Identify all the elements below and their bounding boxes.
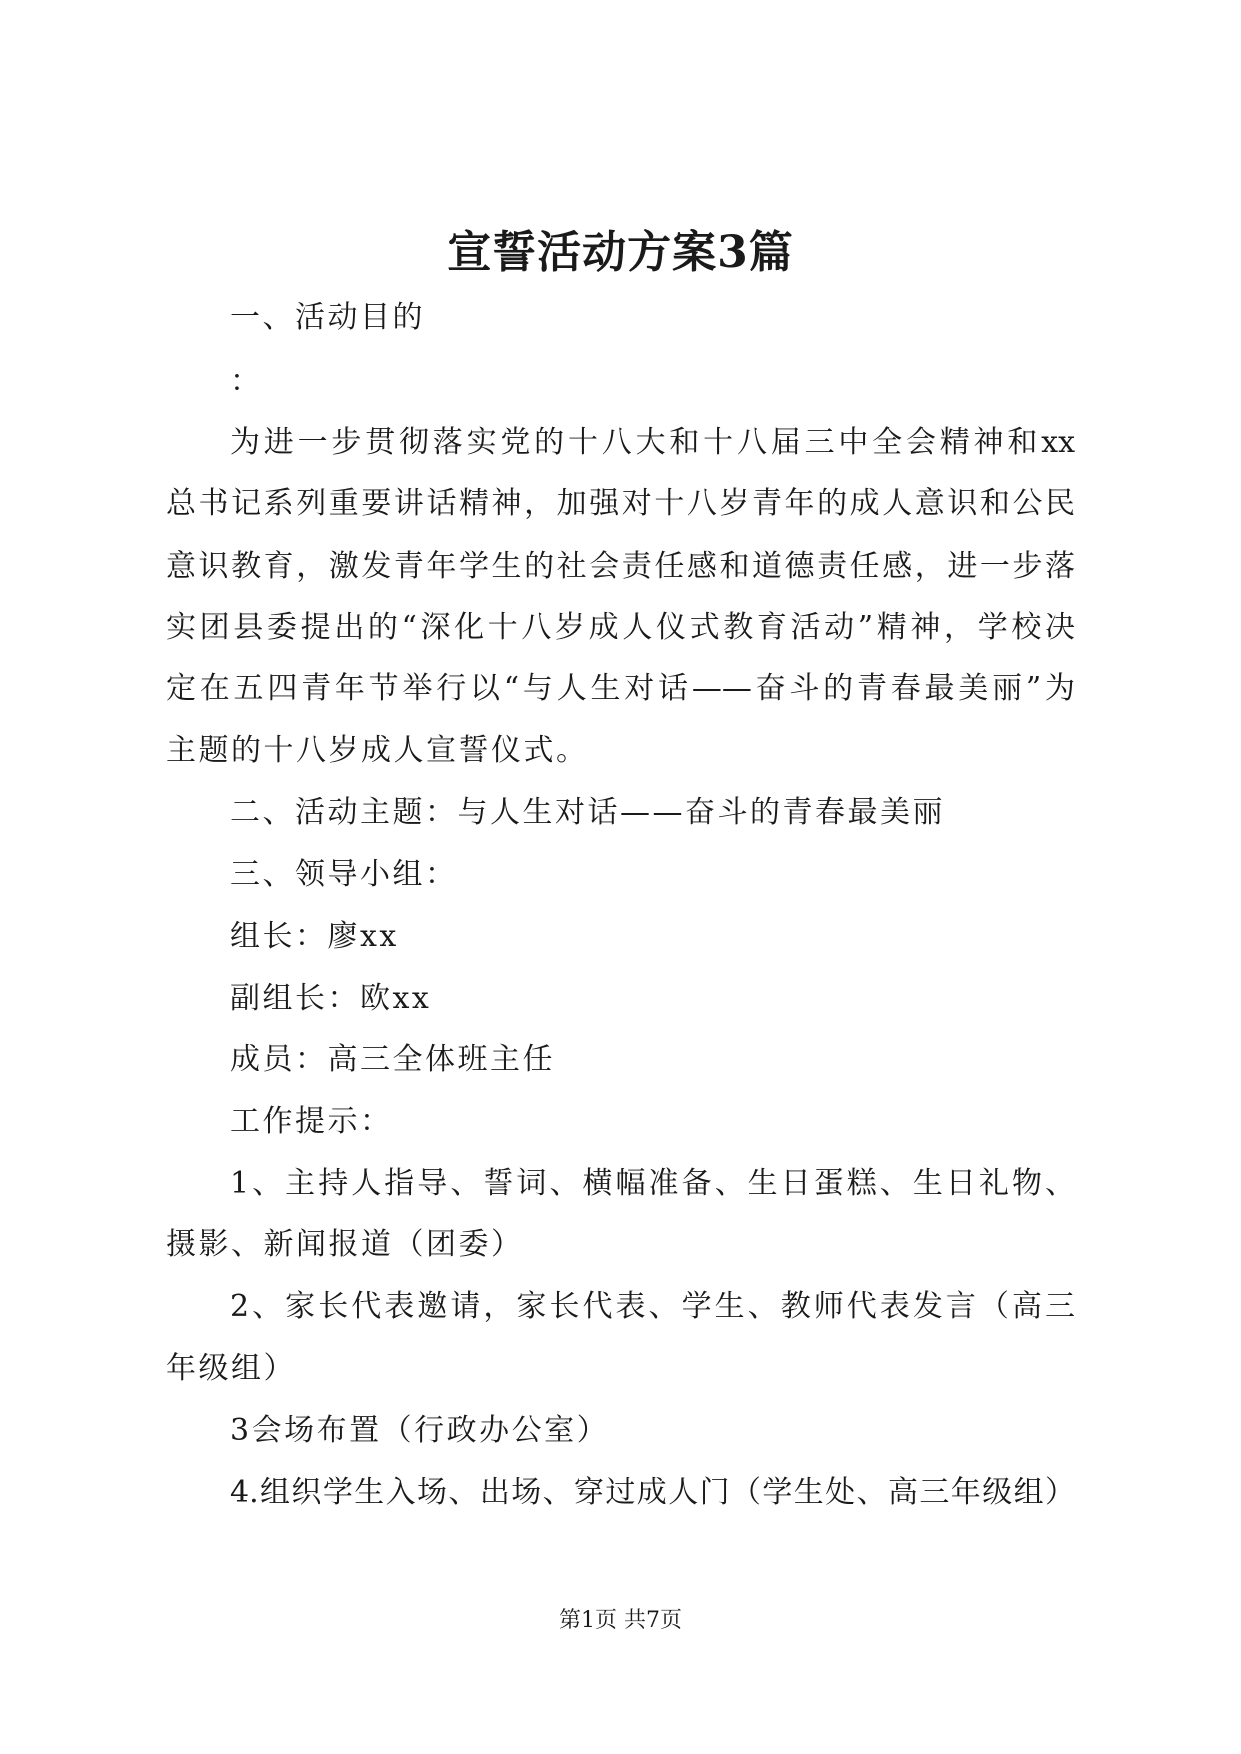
- paragraph-line: 为进一步贯彻落实党的十八大和十八届三中全会精神和xx: [230, 425, 1075, 460]
- paragraph-line: 实团县委提出的“深化十八岁成人仪式教育活动”精神，学校决: [166, 610, 1075, 645]
- work-tip-item: 2、家长代表邀请，家长代表、学生、教师代表发言（高三: [230, 1289, 1075, 1324]
- section-heading-theme: 二、活动主题：与人生对话——奋斗的青春最美丽: [230, 795, 945, 830]
- paragraph-line: 意识教育，激发青年学生的社会责任感和道德责任感，进一步落: [166, 549, 1075, 584]
- paragraph-line: 总书记系列重要讲话精神，加强对十八岁青年的成人意识和公民: [166, 486, 1075, 521]
- paragraph-line: 定在五四青年节举行以“与人生对话——奋斗的青春最美丽”为: [166, 671, 1075, 706]
- work-tip-item-continuation: 摄影、新闻报道（团委）: [166, 1227, 524, 1262]
- paragraph-line: 主题的十八岁成人宣誓仪式。: [166, 733, 589, 768]
- group-members: 成员：高三全体班主任: [230, 1042, 555, 1077]
- document-title: 宣誓活动方案3篇: [447, 227, 794, 278]
- work-tip-item: 4.组织学生入场、出场、穿过成人门（学生处、高三年级组）: [230, 1475, 1075, 1510]
- work-tip-item: 3会场布置（行政办公室）: [230, 1413, 610, 1448]
- section-heading-leadership: 三、领导小组：: [230, 857, 458, 892]
- work-tip-item-continuation: 年级组）: [166, 1351, 296, 1386]
- work-tips-heading: 工作提示：: [230, 1104, 393, 1139]
- purpose-colon: ：: [230, 364, 263, 399]
- group-leader: 组长：廖xx: [230, 919, 399, 954]
- deputy-group-leader: 副组长：欧xx: [230, 981, 432, 1016]
- page-number-footer: 第1页 共7页: [559, 1608, 682, 1633]
- section-heading-purpose: 一、活动目的: [230, 300, 425, 335]
- work-tip-item: 1、主持人指导、誓词、横幅准备、生日蛋糕、生日礼物、: [230, 1166, 1075, 1201]
